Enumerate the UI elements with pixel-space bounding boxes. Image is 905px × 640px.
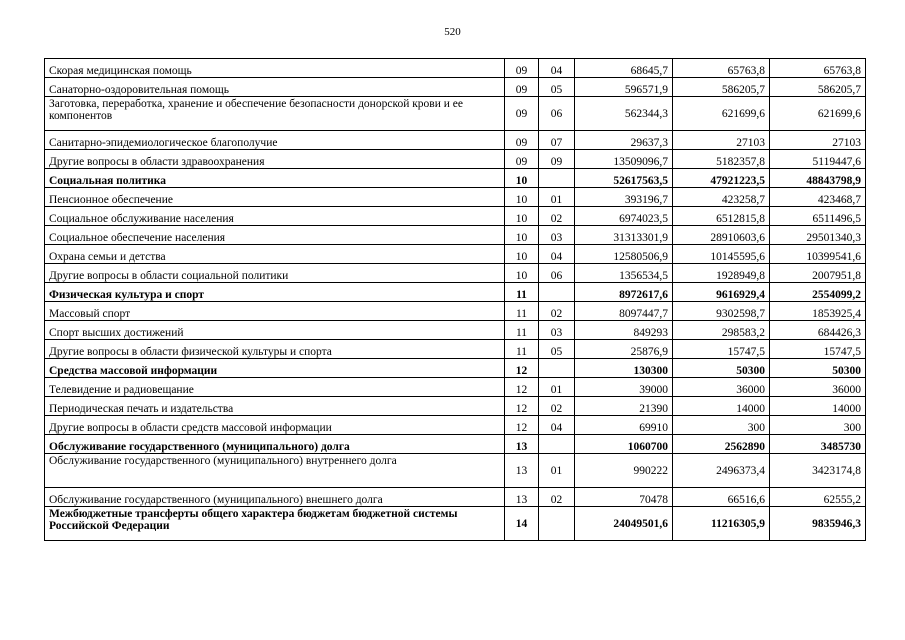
row-subsection-cell: 06 — [539, 97, 575, 131]
row-value-3-cell: 14000 — [770, 397, 866, 416]
row-subsection-cell: 02 — [539, 488, 575, 507]
row-section-cell: 12 — [505, 397, 539, 416]
row-subsection-cell: 04 — [539, 416, 575, 435]
row-name-cell: Другие вопросы в области социальной политики — [45, 264, 505, 283]
row-section-cell: 11 — [505, 321, 539, 340]
row-name-cell: Социальное обслуживание населения — [45, 207, 505, 226]
row-name-cell: Охрана семьи и детства — [45, 245, 505, 264]
row-name-cell: Обслуживание государственного (муниципального) внутреннего долга — [45, 454, 505, 488]
table-row — [45, 188, 866, 207]
row-section-cell: 12 — [505, 416, 539, 435]
row-value-3-cell: 15747,5 — [770, 340, 866, 359]
row-value-1-cell: 1356534,5 — [575, 264, 673, 283]
row-value-2-cell: 6512815,8 — [673, 207, 770, 226]
row-value-3-cell: 3485730 — [770, 435, 866, 454]
row-value-1-cell: 596571,9 — [575, 78, 673, 97]
row-value-3-cell: 62555,2 — [770, 488, 866, 507]
row-value-3-cell: 10399541,6 — [770, 245, 866, 264]
row-value-1-cell: 24049501,6 — [575, 507, 673, 541]
budget-table-body — [45, 59, 866, 541]
row-value-1-cell: 8972617,6 — [575, 283, 673, 302]
row-value-2-cell: 5182357,8 — [673, 150, 770, 169]
row-value-2-cell: 28910603,6 — [673, 226, 770, 245]
row-subsection-cell: 01 — [539, 454, 575, 488]
row-subsection-cell: 03 — [539, 226, 575, 245]
table-row — [45, 488, 866, 507]
table-row — [45, 226, 866, 245]
table-row — [45, 454, 866, 488]
row-value-1-cell: 13509096,7 — [575, 150, 673, 169]
row-name-cell: Спорт высших достижений — [45, 321, 505, 340]
row-subsection-cell: 01 — [539, 378, 575, 397]
row-value-3-cell: 29501340,3 — [770, 226, 866, 245]
row-section-cell: 09 — [505, 131, 539, 150]
table-row — [45, 340, 866, 359]
row-value-1-cell: 8097447,7 — [575, 302, 673, 321]
row-name-cell: Телевидение и радиовещание — [45, 378, 505, 397]
row-section-cell: 11 — [505, 302, 539, 321]
row-section-cell: 10 — [505, 188, 539, 207]
row-subsection-cell: 06 — [539, 264, 575, 283]
budget-table — [44, 58, 866, 541]
row-value-3-cell: 3423174,8 — [770, 454, 866, 488]
table-row — [45, 378, 866, 397]
table-row — [45, 59, 866, 78]
row-value-2-cell: 2562890 — [673, 435, 770, 454]
row-subsection-cell: 04 — [539, 245, 575, 264]
row-subsection-cell: 02 — [539, 302, 575, 321]
row-section-cell: 10 — [505, 264, 539, 283]
row-subsection-cell: 03 — [539, 321, 575, 340]
row-section-cell: 10 — [505, 226, 539, 245]
row-value-2-cell: 65763,8 — [673, 59, 770, 78]
row-value-1-cell: 12580506,9 — [575, 245, 673, 264]
table-row — [45, 302, 866, 321]
row-section-cell: 12 — [505, 359, 539, 378]
row-value-1-cell: 393196,7 — [575, 188, 673, 207]
row-section-cell: 09 — [505, 97, 539, 131]
row-value-3-cell: 27103 — [770, 131, 866, 150]
row-value-1-cell: 70478 — [575, 488, 673, 507]
row-section-cell: 14 — [505, 507, 539, 541]
row-value-2-cell: 9616929,4 — [673, 283, 770, 302]
row-subsection-cell: 01 — [539, 188, 575, 207]
row-value-1-cell: 1060700 — [575, 435, 673, 454]
row-value-3-cell: 684426,3 — [770, 321, 866, 340]
row-value-3-cell: 586205,7 — [770, 78, 866, 97]
row-name-cell: Массовый спорт — [45, 302, 505, 321]
row-name-cell: Другие вопросы в области средств массовой информации — [45, 416, 505, 435]
row-value-1-cell: 990222 — [575, 454, 673, 488]
row-name-cell: Санитарно-эпидемиологическое благополучие — [45, 131, 505, 150]
row-value-2-cell: 14000 — [673, 397, 770, 416]
table-row — [45, 397, 866, 416]
row-value-1-cell: 39000 — [575, 378, 673, 397]
row-section-cell: 11 — [505, 283, 539, 302]
row-section-cell: 10 — [505, 245, 539, 264]
table-row — [45, 131, 866, 150]
row-name-cell: Скорая медицинская помощь — [45, 59, 505, 78]
row-subsection-cell — [539, 507, 575, 541]
row-value-1-cell: 68645,7 — [575, 59, 673, 78]
row-subsection-cell: 02 — [539, 397, 575, 416]
row-value-3-cell: 1853925,4 — [770, 302, 866, 321]
row-section-cell: 11 — [505, 340, 539, 359]
row-name-cell: Средства массовой информации — [45, 359, 505, 378]
row-value-2-cell: 423258,7 — [673, 188, 770, 207]
row-name-cell: Физическая культура и спорт — [45, 283, 505, 302]
row-value-2-cell: 27103 — [673, 131, 770, 150]
row-name-cell: Обслуживание государственного (муниципального) внешнего долга — [45, 488, 505, 507]
table-row — [45, 169, 866, 188]
row-value-2-cell: 1928949,8 — [673, 264, 770, 283]
row-value-2-cell: 10145595,6 — [673, 245, 770, 264]
row-subsection-cell — [539, 435, 575, 454]
table-row — [45, 245, 866, 264]
table-row — [45, 150, 866, 169]
row-value-3-cell: 2007951,8 — [770, 264, 866, 283]
row-section-cell: 13 — [505, 454, 539, 488]
row-subsection-cell — [539, 359, 575, 378]
row-subsection-cell: 05 — [539, 340, 575, 359]
row-value-2-cell: 586205,7 — [673, 78, 770, 97]
row-section-cell: 09 — [505, 59, 539, 78]
table-row — [45, 78, 866, 97]
table-row — [45, 283, 866, 302]
row-value-2-cell: 50300 — [673, 359, 770, 378]
row-value-3-cell: 2554099,2 — [770, 283, 866, 302]
table-row — [45, 435, 866, 454]
row-value-2-cell: 621699,6 — [673, 97, 770, 131]
row-value-1-cell: 29637,3 — [575, 131, 673, 150]
row-section-cell: 12 — [505, 378, 539, 397]
row-value-3-cell: 5119447,6 — [770, 150, 866, 169]
row-value-2-cell: 36000 — [673, 378, 770, 397]
row-section-cell: 10 — [505, 207, 539, 226]
table-row — [45, 507, 866, 541]
row-value-3-cell: 423468,7 — [770, 188, 866, 207]
row-value-3-cell: 621699,6 — [770, 97, 866, 131]
row-section-cell: 13 — [505, 435, 539, 454]
table-row — [45, 264, 866, 283]
row-name-cell: Обслуживание государственного (муниципального) долга — [45, 435, 505, 454]
row-name-cell: Санаторно-оздоровительная помощь — [45, 78, 505, 97]
row-name-cell: Периодическая печать и издательства — [45, 397, 505, 416]
row-subsection-cell — [539, 169, 575, 188]
row-section-cell: 10 — [505, 169, 539, 188]
row-section-cell: 09 — [505, 78, 539, 97]
row-value-2-cell: 298583,2 — [673, 321, 770, 340]
row-value-1-cell: 21390 — [575, 397, 673, 416]
row-value-1-cell: 25876,9 — [575, 340, 673, 359]
row-subsection-cell — [539, 283, 575, 302]
row-subsection-cell: 02 — [539, 207, 575, 226]
row-value-3-cell: 36000 — [770, 378, 866, 397]
row-name-cell: Другие вопросы в области здравоохранения — [45, 150, 505, 169]
row-subsection-cell: 05 — [539, 78, 575, 97]
row-name-cell: Другие вопросы в области физической культуры и спорта — [45, 340, 505, 359]
row-value-2-cell: 66516,6 — [673, 488, 770, 507]
row-section-cell: 09 — [505, 150, 539, 169]
row-value-1-cell: 562344,3 — [575, 97, 673, 131]
row-value-2-cell: 11216305,9 — [673, 507, 770, 541]
row-value-1-cell: 31313301,9 — [575, 226, 673, 245]
row-value-2-cell: 300 — [673, 416, 770, 435]
row-section-cell: 13 — [505, 488, 539, 507]
row-name-cell: Пенсионное обеспечение — [45, 188, 505, 207]
row-value-2-cell: 15747,5 — [673, 340, 770, 359]
row-value-1-cell: 849293 — [575, 321, 673, 340]
row-value-3-cell: 65763,8 — [770, 59, 866, 78]
row-value-1-cell: 130300 — [575, 359, 673, 378]
row-subsection-cell: 09 — [539, 150, 575, 169]
row-value-3-cell: 50300 — [770, 359, 866, 378]
row-subsection-cell: 04 — [539, 59, 575, 78]
row-value-2-cell: 2496373,4 — [673, 454, 770, 488]
row-value-3-cell: 6511496,5 — [770, 207, 866, 226]
row-name-cell: Межбюджетные трансферты общего характера бюджетам бюджетной системы Российской Федерации — [45, 507, 505, 541]
row-value-1-cell: 6974023,5 — [575, 207, 673, 226]
row-value-1-cell: 52617563,5 — [575, 169, 673, 188]
row-name-cell: Социальное обеспечение населения — [45, 226, 505, 245]
row-name-cell: Социальная политика — [45, 169, 505, 188]
table-row — [45, 207, 866, 226]
table-row — [45, 416, 866, 435]
table-row — [45, 321, 866, 340]
table-row — [45, 359, 866, 378]
row-value-2-cell: 9302598,7 — [673, 302, 770, 321]
row-name-cell: Заготовка, переработка, хранение и обеспечение безопасности донорской крови и ее компонентов — [45, 97, 505, 131]
row-subsection-cell: 07 — [539, 131, 575, 150]
page-number: 520 — [444, 26, 461, 38]
row-value-1-cell: 69910 — [575, 416, 673, 435]
row-value-3-cell: 9835946,3 — [770, 507, 866, 541]
table-row — [45, 97, 866, 131]
row-value-3-cell: 48843798,9 — [770, 169, 866, 188]
row-value-2-cell: 47921223,5 — [673, 169, 770, 188]
row-value-3-cell: 300 — [770, 416, 866, 435]
